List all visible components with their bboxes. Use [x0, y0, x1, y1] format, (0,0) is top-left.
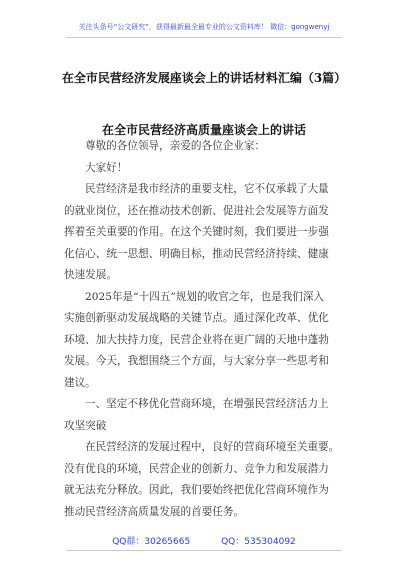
footer-contact	[0, 534, 408, 547]
promo-header: 关注头条号“公文研究”，获得最新最全最专业的公文资料库！ 微信：gongwenyj	[78, 23, 330, 31]
speech-title: 在全市民营经济高质量座谈会上的讲话	[101, 123, 306, 137]
footer-divider	[66, 550, 342, 551]
body-line: 在民营经济的发展过程中，良好的营商环境至关重要。	[85, 441, 340, 453]
body-line: 快速发展。	[64, 269, 117, 281]
document-title: 在全市民营经济发展座谈会上的讲话材料汇编（3篇）	[61, 71, 347, 85]
header-divider	[66, 37, 342, 38]
body-line: 环境、加大扶持力度，民营企业将在更广阔的天地中蓬勃	[64, 333, 329, 346]
body-line: 化信心、统一思想、明确目标，推动民营经济持续、健康	[64, 247, 329, 260]
qq-group: QQ群：30265665	[112, 537, 191, 547]
salutation: 尊敬的各位领导，亲爱的各位企业家：	[85, 140, 266, 152]
section-heading: 一、坚定不移优化营商环境，在增强民营经济活力上	[85, 398, 329, 410]
speech-body	[64, 136, 350, 523]
body-line: 就无法充分释放。因此，我们要始终把优化营商环境作为	[64, 484, 329, 496]
body-line: 建议。	[64, 376, 96, 389]
body-line: 民营经济是我市经济的重要支柱，它不仅承载了大量	[85, 183, 329, 195]
qq-number: QQ：535304092	[221, 537, 296, 547]
greeting: 大家好！	[85, 161, 128, 174]
body-line: 2025年是“十四五”规划的收官之年，也是我们深入	[85, 290, 325, 303]
body-line: 实施创新驱动发展战略的关键节点。通过深化改革、优化	[64, 312, 329, 324]
section-heading: 攻坚突破	[64, 419, 107, 432]
body-line: 推动民营经济高质量发展的首要任务。	[64, 505, 245, 518]
body-line: 发展。今天，我想围绕三个方面，与大家分享一些思考和	[64, 355, 329, 367]
body-line: 挥着至关重要的作用。在这个关键时刻，我们要进一步强	[64, 226, 329, 238]
body-line: 的就业岗位，还在推动技术创新、促进社会发展等方面发	[64, 204, 329, 217]
body-line: 没有优良的环境，民营企业的创新力、竞争力和发展潜力	[64, 462, 329, 475]
